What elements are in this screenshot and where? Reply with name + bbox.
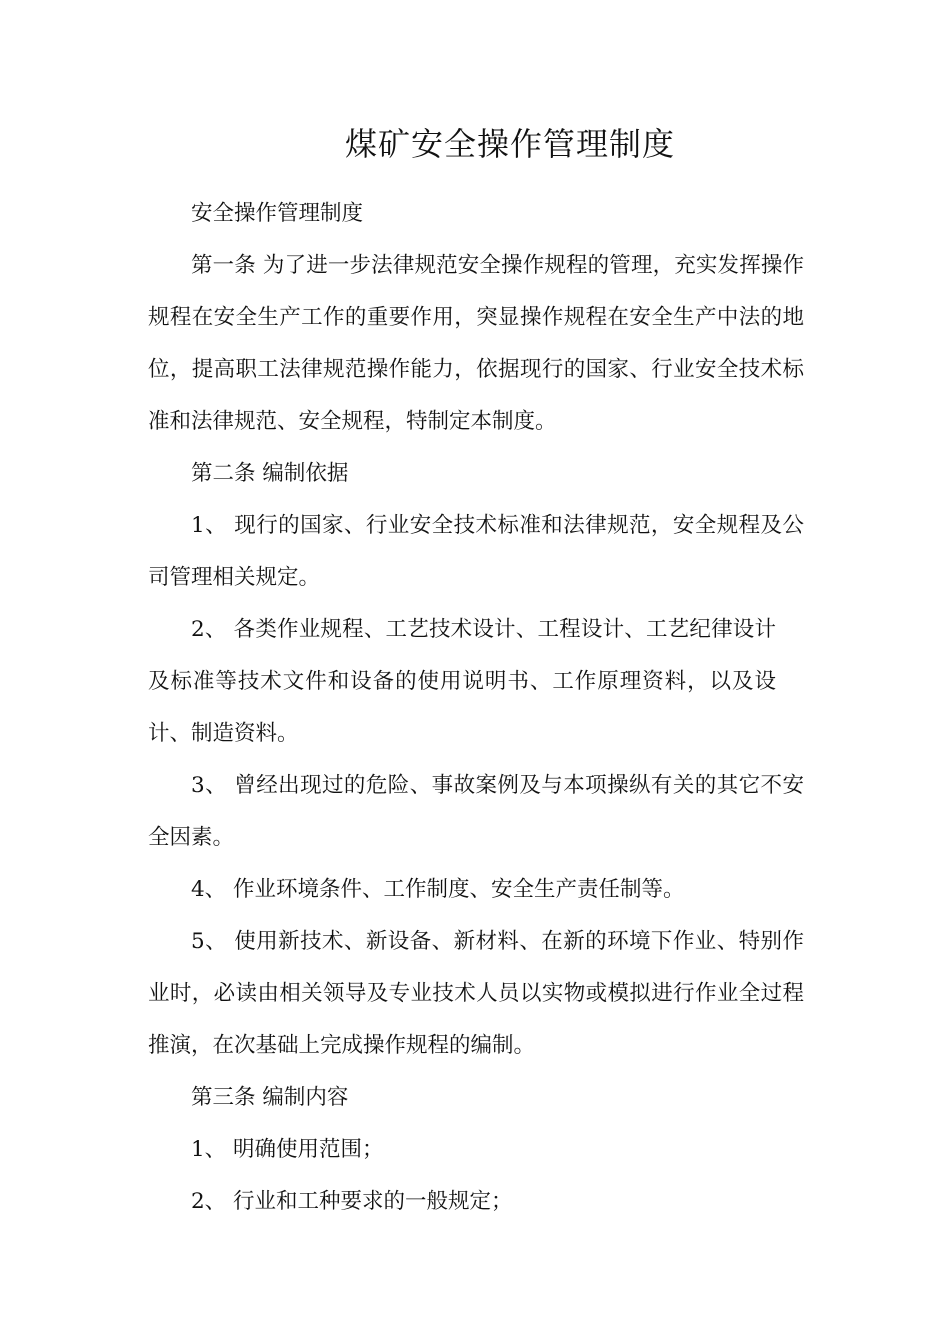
document-body: [148, 188, 804, 1228]
article-2-item-3: 3、 曾经出现过的危险、事故案例及与本项操纵有关的其它不安全因素。: [148, 773, 804, 850]
section-heading: 安全操作管理制度: [191, 201, 364, 226]
article-3-item-1: 1、 明确使用范围；: [191, 1137, 384, 1162]
article-2-heading: 第二条 编制依据: [191, 461, 349, 486]
article-2-item-4: 4、 作业环境条件、工作制度、安全生产责任制等。: [191, 877, 685, 902]
article-3-item-2: 2、 行业和工种要求的一般规定；: [191, 1189, 513, 1214]
article-3-heading: 第三条 编制内容: [191, 1085, 349, 1110]
article-2-item-1: 1、 现行的国家、行业安全技术标准和法律规范，安全规程及公司管理相关规定。: [148, 513, 804, 590]
article-2-item-5: 5、 使用新技术、新设备、新材料、在新的环境下作业、特别作业时，必读由相关领导及专业技术人员以实物或模拟进行作业全过程推演，在次基础上完成操作规程的编制。: [148, 929, 804, 1058]
article-1-paragraph: 第一条 为了进一步法律规范安全操作规程的管理，充实发挥操作规程在安全生产工作的重要作用，突显操作规程在安全生产中法的地位，提高职工法律规范操作能力，依据现行的国家、行业安全技术标准和法律规范、安全规程，特制定本制度。: [148, 253, 804, 434]
article-2-item-2: 2、 各类作业规程、工艺技术设计、工程设计、工艺纪律设计及标准等技术文件和设备的使用说明书、工作原理资料，以及设计、制造资料。: [148, 617, 776, 746]
document-title: 煤矿安全操作管理制度: [344, 125, 675, 163]
